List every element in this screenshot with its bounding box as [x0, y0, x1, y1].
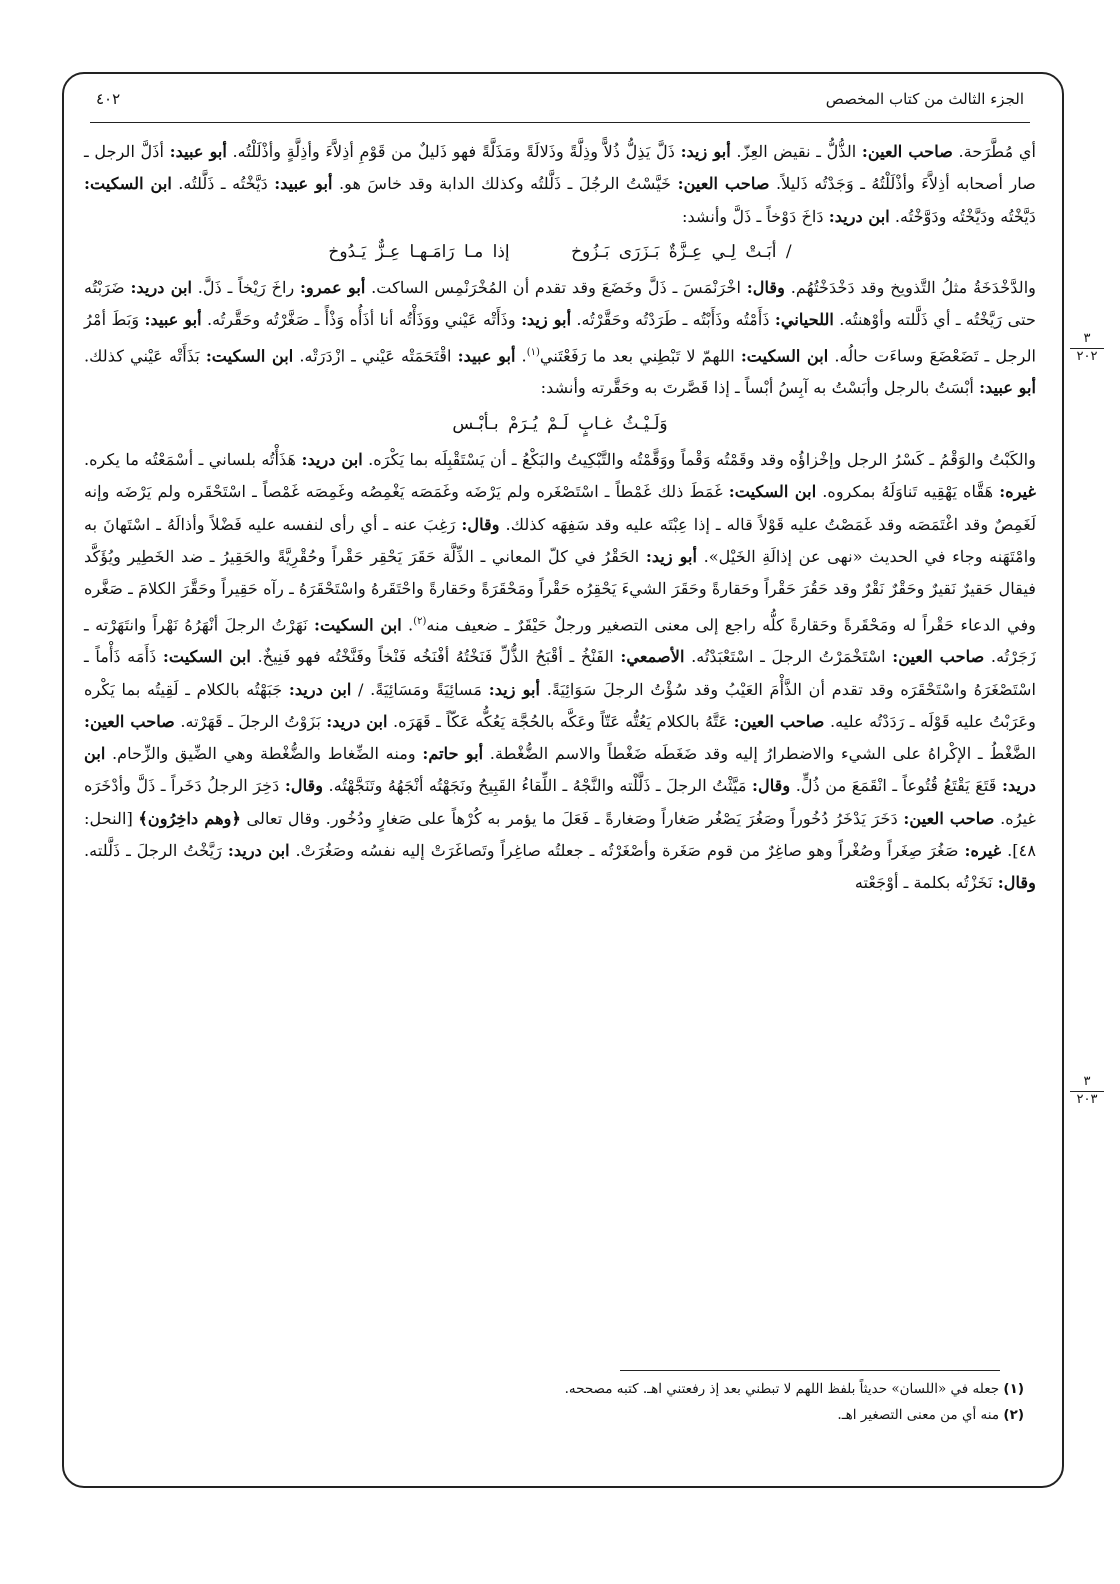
text-run: .	[401, 614, 414, 634]
text-run: دَيَّخْتُه ودَيَّخْتُه ودَوَّخْتُه.	[889, 206, 1036, 226]
text-run: أذَلَّ الرجل ـ صار أصحابه أذِلاَّءَ وأذْلَلْتُهُ ـ وَجَدْتُه ذَليلاً.	[84, 142, 1036, 194]
speaker-name: صاحب العين:	[84, 711, 175, 731]
speaker-name: وقال:	[461, 514, 500, 534]
footnote-2-number: (٢)	[1003, 1407, 1024, 1423]
speaker-name: ابن دريد:	[227, 841, 290, 861]
text-run: دَاخَ دَوْخاً ـ ذَلَّ وأنشد:	[681, 206, 829, 226]
text-run: ذَلَّ يَذِلُّ ذُلاًّ وذِلَّةً وذَلالَةً ومَذَلَّةً فهو ذَليلٌ من قَوْمِ أذِلاَّءَ وأذِلَّةٍ وأذْلَلْتُه.	[226, 142, 681, 161]
page-header	[96, 90, 1024, 118]
footnote-1-number: (١)	[1003, 1381, 1024, 1397]
margin-ref-1-volume: ٣	[1070, 331, 1104, 349]
header-rule	[90, 122, 1030, 123]
footnotes	[120, 1376, 1024, 1428]
text-run: دَخَرَ يَدْخَرُ دُخُوراً وصَغُرَ يَصْغُر صَغاراً وصَغارةً ـ فَعَلَ ما يؤمر به كُرْهاً على صَغارٍ ودُخُور. وقال تعالى	[240, 808, 904, 828]
speaker-name: ابن دريد:	[828, 206, 890, 226]
text-run: اقْتَحَمَتْه عَيْني ـ ازْدَرَتْه.	[293, 346, 458, 366]
paragraph-1	[84, 136, 1036, 233]
speaker-name: أبو عبيد:	[144, 310, 202, 330]
text-run: نَهَرْتُ الرجلَ أنْهَرُهُ نَهْراً وانتَهَرْته ـ زَجَرْتُه.	[84, 614, 1037, 667]
footnote-2	[120, 1402, 1024, 1428]
speaker-name: اللحياني:	[774, 310, 834, 330]
speaker-name: ابن السكيت:	[314, 614, 402, 634]
text-run: راخَ رَيْخاً ـ ذَلَّ.	[192, 278, 301, 298]
text-run: الفَنْخُ ـ أقْبَحُ الذُّلِّ فَنَخْتُهُ أفْنَخُه فَنْخاً وفَنَّخْتُه فهو فَنِيخٌ.	[250, 647, 621, 667]
speaker-name: أبو زيد:	[488, 679, 541, 699]
text-run: والكَبْتُ والوَقْمُ ـ كَسْرُ الرجل وإخْزاؤُه وقد وقَمْتُه وَقْماً ووَقَّمْتُه والتَّبْكِيتُ والبَكْعُ ـ أن يَسْتَقْبِلَه بما يَكْرَه.	[362, 450, 1037, 470]
speaker-name: ابن السكيت:	[84, 174, 172, 194]
running-title: الجزء الثالث من كتاب المخصص	[825, 90, 1024, 108]
footnote-rule	[620, 1370, 1000, 1371]
margin-ref-2-volume: ٣	[1070, 1074, 1104, 1092]
text-run: خَيَّسْتُ الرجُلَ ـ ذَلَّلتُه وكذلك الدابة وقد خاسَ هو.	[332, 174, 678, 194]
speaker-name: صاحب العين:	[903, 808, 995, 828]
text-run: جَبَهْتُه بالكلام ـ لَقِيتُه بما يَكْره وعَرَبْتُ عليه قَوْلَه ـ رَدَدْتُه عليه.	[84, 679, 1036, 731]
text-run: رَغِبَ عنه ـ أي رأى لنفسه عليه فَضْلاً وأذالَهُ ـ اسْتَهانَ به وامْتَهَنه وجاء في الحديث «نهى عن إذالَةِ الخَيْل».	[84, 514, 1037, 566]
text-run: والدَّخْدَخَةُ مثلُ التَّذويخ وقد دَخْدَخْتُهُم.	[784, 278, 1037, 298]
text-run: ضَرَبْتُه حتى رَيَّخْتُه ـ أي ذَلَّلته وأوْهنتُه.	[84, 278, 1036, 330]
page-number: ٤٠٢	[96, 90, 121, 108]
speaker-name: ابن دريد:	[301, 450, 363, 470]
text-run: ذَأَمْتُه وذَأَبْتُه ـ طَرَدْتُه وحَقَّرْتُه.	[571, 310, 775, 330]
speaker-name: صاحب العين:	[892, 647, 985, 667]
text-run: .	[515, 346, 527, 366]
text-run: اخْرَنْمَسَ ـ ذَلَّ وخَضَعَ وقد تقدم أن المُخْرَنْمِس الساكت.	[365, 278, 747, 298]
speaker-name: ﴿وهم داخِرُون﴾	[138, 808, 241, 828]
speaker-name: صاحب العين:	[861, 142, 953, 161]
text-run: هَذَأْتُه بلساني ـ أسْمَعْتُه ما يكره.	[84, 450, 302, 470]
speaker-name: أبو عبيد:	[274, 174, 333, 194]
speaker-name: ابن دريد:	[84, 744, 1036, 796]
text-run: أبْسَتُ بالرجل وأبَسْتُ به آبِسُ أبْساً ـ إذا قَصَّرتَ به وحَقَّرته وأنشد:	[540, 378, 980, 398]
speaker-name: أبو عبيد:	[979, 378, 1036, 398]
text-run: بَزَوْتُ الرجلَ ـ قَهَرْته.	[174, 711, 327, 731]
text-run: صَغُرَ صِغَراً وصُغْراً وهو صاغِرٌ من قوم صَغَرة وأصْغَرْتُه ـ جعلتُه صاغِراً وتَصاغَرَتْ إليه نفسُه وصَغُرَتْ.	[289, 841, 965, 861]
main-text	[84, 136, 1036, 900]
speaker-name: وقال:	[284, 776, 324, 796]
verse-1-second-hemistich: إذا مـا رَامَـهـا عِـزٌّ يَـدُوخ	[328, 241, 510, 262]
speaker-name: أبو حاتم:	[422, 744, 484, 764]
speaker-name: ابن السكيت:	[740, 346, 829, 366]
speaker-name: الأصمعي:	[620, 647, 685, 667]
speaker-name: وقال:	[997, 873, 1036, 893]
verse-1	[84, 236, 1036, 268]
speaker-name: صاحب العين:	[677, 174, 770, 194]
text-run: مَيَّثْتُ الرجلَ ـ ذَلَّلْته والنَّجْهُ ـ اللِّقاءُ القَبِيحُ ونَجَهْتُه أنْجَهُهُ وتَنَجَّهْتُه.	[323, 776, 752, 796]
text-run: رَيَّخْتُ الرجلَ ـ ذَلَّلته.	[84, 841, 228, 861]
margin-ref-2-page: ٢٠٣	[1076, 1092, 1098, 1107]
text-run: [النحل: ٤٨].	[84, 808, 1037, 861]
margin-ref-2	[1070, 1074, 1104, 1108]
text-run: وذَأَتْه عَيْني ووَذَأْتُه أنا أذَأُه وَذْأً ـ صَغَّرْتُه وحَقَّرتُه.	[201, 310, 522, 330]
verse-2-line: وَلَـيْـثُ غـابٍ لَـمْ يُـرَمْ بـأبْـس	[452, 413, 668, 434]
text-run: الذُّلُّ ـ نقيض العِزّ.	[730, 142, 862, 161]
speaker-name: ابن دريد:	[130, 278, 193, 298]
speaker-name: ابن دريد:	[326, 711, 388, 731]
text-run: هَقَّاه يَهْقِيه تَناوَلَهُ بمكروه.	[816, 482, 1000, 502]
speaker-name: ابن السكيت:	[162, 647, 251, 667]
text-run: أي مُطَّرَحة.	[952, 142, 1036, 161]
speaker-name: أبو زيد:	[680, 142, 731, 161]
text-run: قَتَعَ يَقْتَعُ قُتُوعاً ـ انْقَمَعَ من ذُلٍّ.	[790, 776, 1002, 796]
text-run: اللهمّ لا تَبْطِني بعد ما رَفَعْتَني	[539, 346, 741, 366]
speaker-name: أبو زيد:	[521, 310, 572, 330]
text-run: دَيَّخْتُه ـ ذَلَّلتُه.	[171, 174, 275, 194]
text-run: اسْتَخْمَرْتُ الرجلَ ـ اسْتَعْبَدْتُه.	[684, 647, 893, 667]
text-run: بَذَأَتْه عَيْني كذلك.	[84, 346, 206, 366]
speaker-name: أبو زيد:	[645, 546, 698, 566]
speaker-name: صاحب العين:	[733, 711, 825, 731]
footnote-marker: (٢)	[413, 615, 427, 627]
verse-2	[84, 408, 1036, 440]
paragraph-2	[84, 272, 1036, 405]
text-run: الحَقْرُ في كلّ المعاني ـ الذِّلَّة حَقَرَ يَحْقِر حَقْراً وحُقْرِيَّةً والحَقِيرُ ـ ضد الخَطِير ويُؤَكَّد فيقال حَقيرٌ نَقيرٌ وحَقْرٌ نَقْرٌ وقد حَقُرَ حَقْراً وحَقارةً وحَقَرَ الشيءَ يَحْقِرُه حَقْراً ومَحْقَرَةً وحَقارةً واحْتَقَرهُ واسْتَحْقَرَهُ ـ رآه حَقِيراً وحَقَّرَ الكلامَ ـ صَغَّره وفي الدعاء حَقْراً له ومَحْقَرةً وحَقارةً كلُّه راجع إلى معنى التصغير ورجلٌ حَيْقَرٌ ـ ضعيف منه	[84, 546, 1037, 634]
text-run: الضَّغْطُ ـ الإكْراهُ على الشيء والاضطرارُ إليه وقد ضَغَطَه ضَغْطاً والاسم الضُّغْطة.	[483, 744, 1036, 764]
text-run: ذَأَمَه ذَأْماً ـ اسْتَصْغَرَهُ واسْتَحْقَرَه وقد تقدم أن الذَّأْمَ العَيْبُ وقد سُؤْتُ الرجلَ سَوَائِيَةً.	[84, 647, 1037, 699]
text-run: نَخَزْتُه بكلمة ـ أوْجَعْته	[854, 873, 998, 893]
speaker-name: ابن دريد:	[288, 679, 352, 699]
text-run: مَسائِيَةً ومَسَائِيَةً. /	[351, 679, 489, 699]
footnote-1-text: جعله في «اللسان» حديثاً بلفظ اللهم لا تبطني بعد إذ رفعتني اهـ. كتبه مصححه.	[564, 1381, 1000, 1397]
speaker-name: ابن السكيت:	[205, 346, 294, 366]
margin-ref-1-page: ٢٠٢	[1076, 349, 1098, 364]
margin-ref-1	[1070, 331, 1104, 365]
text-run: وَبَطَ أمْرُ الرجل ـ تَضَعْضَعَ وساءَت حالُه.	[84, 310, 1037, 366]
paragraph-3	[84, 444, 1036, 900]
speaker-name: غيره:	[999, 482, 1036, 502]
speaker-name: أبو عمرو:	[300, 278, 366, 298]
footnote-1	[120, 1376, 1024, 1402]
text-run: عَتَّهُ بالكلام يَعُتُّه عَتّاً وعَكَّه بالحُجَّة يَعُكُّه عَكّاً ـ قَهَرَه.	[387, 711, 734, 731]
speaker-name: وقال:	[752, 776, 791, 796]
speaker-name: أبو عبيد:	[457, 346, 516, 366]
speaker-name: أبو عبيد:	[169, 142, 227, 161]
speaker-name: وقال:	[746, 278, 785, 298]
verse-1-first-hemistich: / أبَـتْ لِـي عِـزَّةٌ بَـزَرَى بَـزُوخ	[571, 241, 792, 262]
text-run: دَخِرَ الرجلُ دَخَراً ـ ذَلَّ وأدْخَرَه غيرُه.	[84, 776, 1036, 828]
text-run: ومنه الضِّغاط والضُّغْطة وهي الضِّيق والزِّحام.	[105, 744, 423, 764]
text-run: غَمَطَ ذلك غَمْطاً ـ اسْتَصْغَره ولم يَرْضَه وغَمَصَه يَغْمِصُه وغَمِصَه غَمْصاً ـ اسْتَحْقَره ولم يَرْضَه وإنه لَغَمِصٌ وقد اغْتَمَصَه وقد غَمَصْتُ عليه قَوْلاً قاله ـ إذا عِبْتَه عليه وقد سَفِهَه كذلك.	[84, 482, 1036, 534]
speaker-name: ابن السكيت:	[728, 482, 817, 502]
footnote-2-text: منه أي من معنى التصغير اهـ.	[837, 1407, 1000, 1423]
speaker-name: غيره:	[964, 841, 1002, 861]
footnote-marker: (١)	[526, 346, 540, 358]
